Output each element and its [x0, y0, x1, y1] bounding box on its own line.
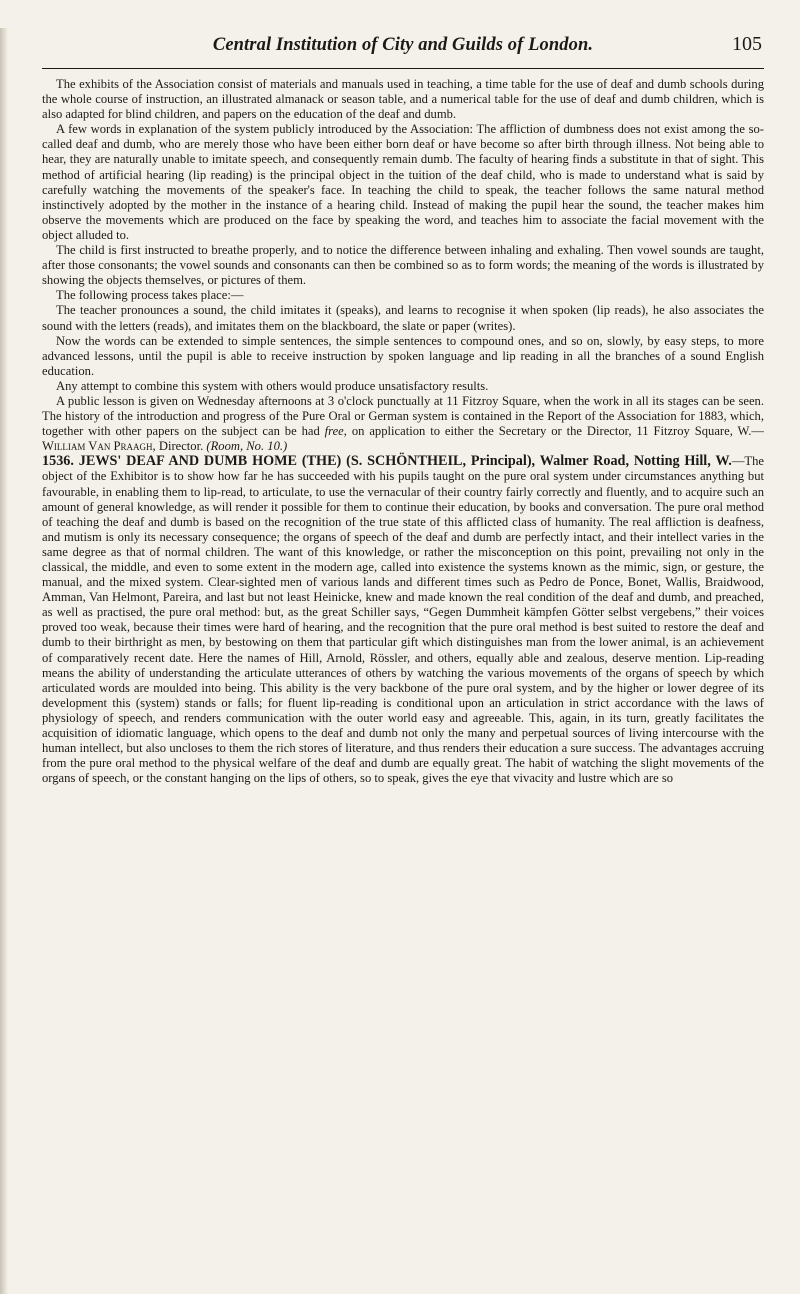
paragraph-combine: Any attempt to combine this system with others would produce unsatisfactory results. — [56, 378, 489, 393]
free-emphasis: free — [324, 424, 344, 439]
paragraph-explanation: A few words in explanation of the system publicly introduced by the Association: The affliction of dumbness does not exist among the so-called deaf and dumb, who are merely those who have been either born deaf or have become so after birth through illness. Not being able to hear, they are naturally unable to imitate speech, and consequently remain dumb. The faculty of hearing finds a substitute in that of sight. This method of artificial hearing (lip reading) is the principal object in the tuition of the deaf child, who is made to understand what is said by carefully watching the movements of the speaker's face. In teaching the child to speak, the teacher follows the same natural method instinctively adopted by the mother in the instance of a hearing child. Instead of making the pupil hear the sound, the teacher makes him observe the movements which are produced on the face by speaking the word, and teaches him to associate the facial movement with the object alluded to. — [42, 122, 764, 242]
running-title: Central Institution of City and Guilds of London. — [212, 35, 594, 55]
director-name: William Van Praagh — [42, 439, 153, 454]
paragraph-exhibits: The exhibits of the Association consist of materials and manuals used in teaching, a time table for the use of deaf and dumb schools during the whole course of instruction, an illustrated almanack or season table, and a numerical table for the use of deaf and dumb children, which is also adapted for blind children, and papers on the education of the deaf and dumb. — [42, 77, 764, 122]
paragraph-sentences: Now the words can be extended to simple sentences, the simple sentences to compound ones, and so on, slowly, by easy steps, to more advanced lessons, until the pupil is able to receive instruction by spoken language and lip reading in all the branches of a sound English education. — [42, 333, 764, 378]
page-number: 105 — [732, 33, 762, 55]
room-note: (Room, No. 10.) — [206, 439, 288, 454]
entry-body: —The object of the Exhibitor is to show how far he has succeeded with his pupils taught on the pure oral system under circumstances anything but favourable, in enabling them to lip-read, to articulate, to use the vernacular of their country fairly correctly and fluently, and to acquire such an amount of general knowledge, as will render it possible for them to continue their education, by books and conversation. The pure oral method of teaching the deaf and dumb is based on the recognition of the true state of this afflicted class of humanity. The real affliction is deafness, and mutism is only its necessary consequence; the organs of speech of the deaf and dumb are perfectly intact, and their intellect varies in the same degree as that of normal children. The want of this knowledge, or rather the misconception on this point, prevailing not only in the classical, the middle, and even to some extent in the modern age, called into existence the systems known as the mimic, sign, or gesture, the manual, and the mixed system. Clear-sighted men of various lands and different times such as Pedro de Ponce, Bonet, Wallis, Braidwood, Amman, Van Helmont, Pareira, and last but not least Heinicke, knew and made known the real condition of the deaf and dumb, and preached, as well as practised, the pure oral method: but, as the great Schiller says, “Gegen Dummheit kämpfen Götter selbst vergebens,” their voices proved too weak, because their times were hard of hearing, and the recognition that the pure oral method is best suited to restore the deaf and dumb to their birthright as men, by bestowing on them that particular gift which distinguishes man from the lower animal, is an achievement of comparatively recent date. Here the names of Hill, Arnold, Rössler, and others, equally able and zealous, deserve mention. Lip-reading means the ability of understanding the articulate utterances of others by watching the various movements of the organs of speech by which articulated words are moulded into being. This ability is the very backbone of the pure oral system, and by the higher or lower degree of its development this (system) stands or falls; for fluent lip-reading is conditional upon an articulation in strict accordance with the laws of physiology of speech, and renders communication with the outer world easy and agreeable. This, again, in its turn, greatly facilitates the acquisition of idiomatic language, which opens to the deaf and dumb not only the many and perpetual sources of living intercourse with the human intellect, but also uncloses to them the rich stores of literature, and thus renders their education a sure success. The advantages accruing from the pure oral method to the physical welfare of the deaf and dumb are equally great. The habit of watching the slight movements of the organs of speech, or the constant hanging on the lips of others, so to speak, gives the eye that vivacity and lustre which are so — [42, 454, 764, 786]
entry-1536 — [42, 454, 764, 786]
paragraph-process-intro: The following process takes place:— — [56, 288, 244, 303]
entry-heading: 1536. JEWS' DEAF AND DUMB HOME (THE) (S. SCHÖNTHEIL, Principal), Walmer Road, Notting Hill, W. — [42, 453, 732, 470]
paragraph-public-lesson — [42, 394, 764, 454]
page-body — [42, 77, 764, 786]
running-header — [42, 28, 764, 69]
paragraph-breathing: The child is first instructed to breathe properly, and to notice the difference between inhaling and exhaling. Then vowel sounds are taught, after those consonants; the vowel sounds and consonants can then be combined so as to form words; the meaning of the words is illustrated by showing the objects themselves, or pictures of them. — [42, 243, 764, 288]
book-page — [0, 28, 800, 1294]
page-gutter-shadow — [0, 28, 8, 1294]
public-lesson-text: A public lesson is given on Wednesday afternoons at 3 o'clock punctually at 11 Fitzroy Square, when the work in all its stages can be seen. The history of the introduction and progress of the Pure Oral or German system is contained in the Report of the Association for 1883, which, together with other papers on the subject can be had — [42, 393, 764, 439]
public-lesson-text-continued: , on application to either the Secretary or the Director, 11 Fitzroy Square, W.— — [343, 424, 764, 439]
director-title: , Director. — [152, 439, 207, 454]
paragraph-process: The teacher pronounces a sound, the child imitates it (speaks), and learns to recognise it when spoken (lip reads), he also associates the sound with the letters (reads), and imitates them on the blackboard, the slate or paper (writes). — [42, 303, 764, 333]
